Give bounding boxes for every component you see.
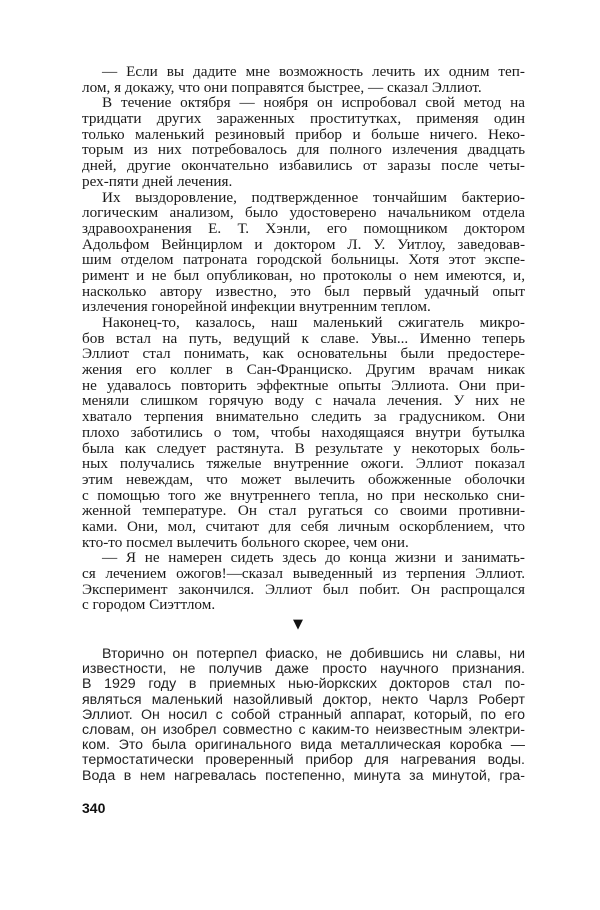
- paragraph: [82, 64, 525, 95]
- text-line: с городом Сиэттлом.: [82, 596, 216, 614]
- page-number: 340: [82, 800, 106, 816]
- paragraph: [82, 315, 525, 550]
- text-line: хватало терпения внимательно следить за градусником. Они: [82, 408, 525, 426]
- text-line: ками. Они, мол, считают для себя личным оскорблением, что: [82, 517, 525, 535]
- text-line: торым из них потребовалось для полного излечения двадцать: [82, 141, 525, 159]
- text-line: была как следует растянута. В результате у некоторых боль-: [82, 439, 525, 457]
- text-line: насколько автору известно, это был первый удачный опыт: [82, 282, 525, 300]
- text-line: Эллиот стал понимать, как основательны были предостере-: [82, 345, 525, 363]
- text-line: кто-то посмел вылечить больного скорее, чем они.: [82, 533, 409, 551]
- section-2-text: [82, 647, 525, 784]
- text-line: логическим анализом, было удостоверено начальником отдела: [82, 204, 525, 222]
- text-line: Наконец-то, казалось, наш маленький сжигатель микро-: [102, 314, 525, 331]
- text-line: рех-пяти дней лечения.: [82, 172, 233, 190]
- text-line: плохо заботились о том, чтобы находящаяся внутри бутылка: [82, 423, 525, 441]
- paragraph: [82, 550, 525, 613]
- text-line: женной температуре. Он стал ругаться со своими противни-: [82, 502, 525, 520]
- text-line: не удавалось повторить эффектные опыты Эллиота. Они при-: [82, 376, 525, 394]
- text-line: Вода в нем нагревалась постепенно, минута за минутой, гра-: [82, 767, 525, 784]
- text-line: только маленький резиновый прибор и больше ничего. Неко-: [82, 125, 525, 143]
- text-line: здравоохранения Е. Т. Хэнли, его помощником доктором: [82, 219, 525, 237]
- text-line: ся лечением ожогов!—сказал выведенный из терпения Эллиот.: [82, 565, 525, 582]
- text-line: являться маленький назойливый доктор, некто Чарлз Роберт: [82, 691, 525, 708]
- text-line: тридцати других зараженных проститутках, применяя один: [82, 110, 525, 128]
- section-1-text: [82, 64, 525, 613]
- text-line: известности, не получив даже просто научного признания.: [82, 661, 525, 678]
- text-line: В течение октября — ноября он испробовал свой метод на: [102, 94, 525, 112]
- paragraph: [82, 647, 525, 784]
- text-line: жения его коллег в Сан-Франциско. Другим врачам никак: [82, 361, 525, 379]
- text-line: словам, он изобрел совместно с каким-то неизвестным электри-: [82, 721, 525, 738]
- text-line: лом, я докажу, что они поправятся быстрее, — сказал Эллиот.: [82, 78, 482, 96]
- paragraph: [82, 190, 525, 316]
- text-line: В 1929 году в приемных нью-йоркских докторов стал по-: [82, 676, 525, 693]
- section-break-marker: ▼: [293, 617, 303, 632]
- text-line: Адольфом Вейнцирлом и доктором Л. У. Уитлоу, заведовав-: [82, 235, 525, 253]
- text-line: ных получались тяжелые внутренние ожоги. Эллиот показал: [82, 455, 525, 473]
- text-line: термостатически проверенный прибор для нагревания воды.: [82, 752, 525, 769]
- text-line: шим отделом патроната городской больницы. Хотя этот экспе-: [82, 251, 525, 269]
- text-line: Их выздоровление, подтвержденное тончайшим бактерио-: [102, 188, 525, 206]
- text-line: Вторично он потерпел фиаско, не добившись ни славы, ни: [102, 646, 525, 662]
- text-line: Эксперимент закончился. Эллиот был побит. Он распрощался: [82, 580, 525, 598]
- text-line: этим невеждам, что может вылечить обожженные оболочки: [82, 470, 525, 488]
- paragraph: [82, 95, 525, 189]
- text-line: с помощью того же внутреннего тепла, но при несколько сни-: [82, 486, 525, 504]
- text-line: Эллиот. Он носил с собой странный аппарат, который, по его: [82, 706, 525, 723]
- text-line: дней, другие окончательно избавились от заразы после четы-: [82, 157, 525, 175]
- text-line: римент и не был опубликован, но протоколы о нем имеются, и,: [82, 266, 525, 284]
- text-line: бов встал на путь, ведущий к славе. Увы... Именно теперь: [82, 329, 525, 347]
- text-line: меняли слишком горячую воду с начала лечения. У них не: [82, 392, 525, 410]
- text-line: излечения гонорейной инфекции внутренним теплом.: [82, 298, 431, 316]
- text-line: ком. Это была оригинального вида металлическая коробка —: [82, 737, 525, 754]
- text-line: — Я не намерен сидеть здесь до конца жизни и занимать-: [102, 549, 525, 567]
- text-line: — Если вы дадите мне возможность лечить их одним теп-: [102, 63, 525, 80]
